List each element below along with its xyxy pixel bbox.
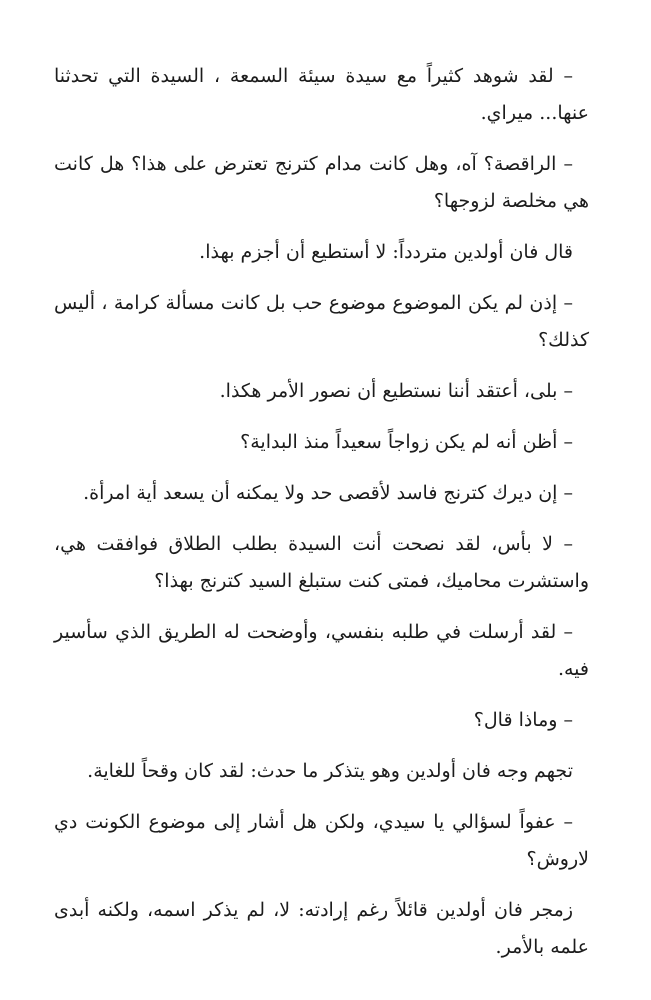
paragraph-11: تجهم وجه فان أولدين وهو يتذكر ما حدث: لقد كان وقحاً للغاية. xyxy=(87,760,573,782)
paragraph-10: – وماذا قال؟ xyxy=(473,709,573,731)
paragraph-1: – لقد شوهد كثيراً مع سيدة سيئة السمعة ، السيدة التي تحدثنا عنها... ميراي. xyxy=(54,65,589,124)
paragraph-3: قال فان أولدين متردداً: لا أستطيع أن أجزم بهذا. xyxy=(199,241,573,263)
paragraph-2: – الراقصة؟ آه، وهل كانت مدام كترنج تعترض على هذا؟ هل كانت هي مخلصة لزوجها؟ xyxy=(54,153,589,212)
paragraph-7: – إن ديرك كترنج فاسد لأقصى حد ولا يمكنه أن يسعد أية امرأة. xyxy=(83,482,573,504)
paragraph-13: زمجر فان أولدين قائلاً رغم إرادته: لا، لم يذكر اسمه، ولكنه أبدى علمه بالأمر. xyxy=(54,899,589,958)
paragraph-8: – لا بأس، لقد نصحت أنت السيدة بطلب الطلاق فوافقت هي، واستشرت محاميك، فمتى كنت ستبلغ السيد كترنج بهذا؟ xyxy=(54,533,589,592)
book-page xyxy=(54,58,589,980)
paragraph-12: – عفواً لسؤالي يا سيدي، ولكن هل أشار إلى موضوع الكونت دي لاروش؟ xyxy=(54,811,589,870)
paragraph-9: – لقد أرسلت في طلبه بنفسي، وأوضحت له الطريق الذي سأسير فيه. xyxy=(54,621,589,680)
paragraph-5: – بلى، أعتقد أننا نستطيع أن نصور الأمر هكذا. xyxy=(219,380,573,402)
paragraph-6: – أظن أنه لم يكن زواجاً سعيداً منذ البداية؟ xyxy=(240,431,573,453)
paragraph-4: – إذن لم يكن الموضوع موضوع حب بل كانت مسألة كرامة ، أليس كذلك؟ xyxy=(54,292,589,351)
